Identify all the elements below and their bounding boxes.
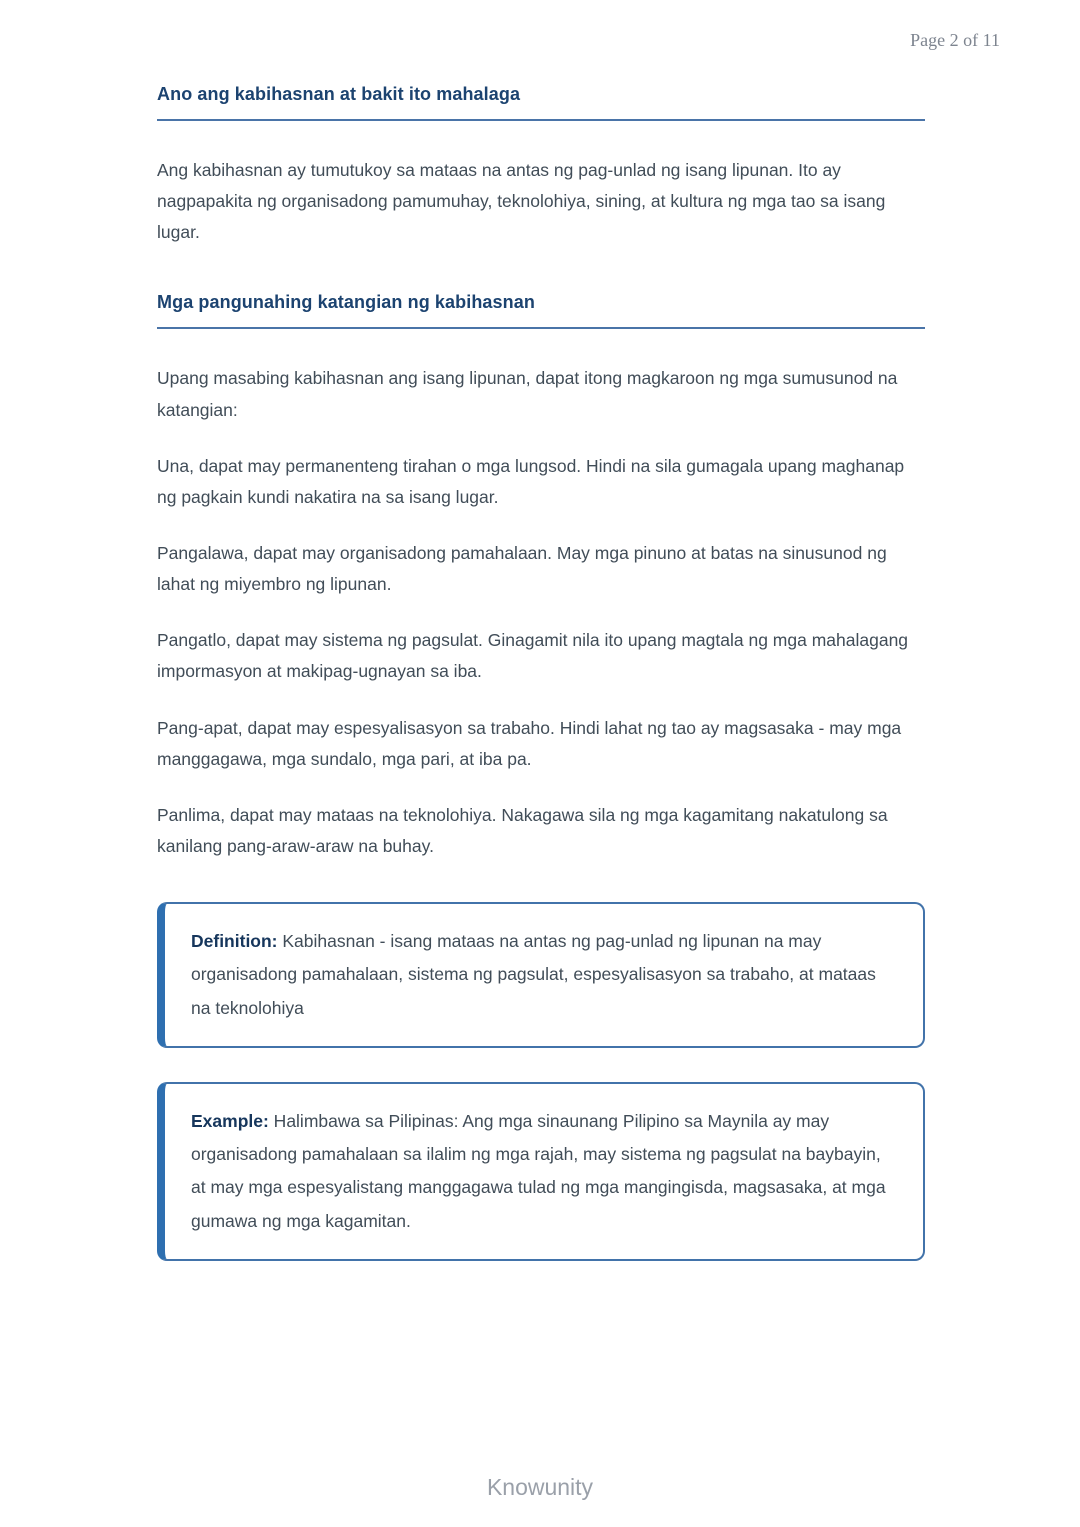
document-content <box>157 84 925 1261</box>
definition-callout-label: Definition: <box>191 931 278 952</box>
section-1-heading: Ano ang kabihasnan at bakit ito mahalaga <box>157 84 521 104</box>
definition-callout <box>157 902 925 1048</box>
section-2-heading-block <box>157 292 925 329</box>
paragraph-fifth-characteristic: Panlima, dapat may mataas na teknolohiya. Nakagawa sila ng mga kagamitang nakatulong sa kanilang pang-araw-araw na buhay. <box>157 804 888 856</box>
footer-brand-watermark: Knowunity <box>486 1474 594 1500</box>
section-2-heading: Mga pangunahing katangian ng kabihasnan <box>157 292 535 313</box>
paragraph-intro-civilization: Ang kabihasnan ay tumutukoy sa mataas na antas ng pag-unlad ng isang lipunan. Ito ay nagpapakita ng organisadong pamumuhay, teknolohiya, sining, at kultura ng mga tao sa isang lugar. <box>157 160 886 243</box>
paragraph-characteristics-intro: Upang masabing kabihasnan ang isang lipunan, dapat itong magkaroon ng mga sumusunod na katangian: <box>157 368 898 420</box>
example-callout-label: Example: <box>191 1110 269 1131</box>
paragraph-fourth-characteristic: Pang-apat, dapat may espesyalisasyon sa trabaho. Hindi lahat ng tao ay magsasaka - may mga manggagawa, mga sundalo, mga pari, at iba pa. <box>157 717 902 769</box>
heading-rule <box>157 327 925 329</box>
paragraph-third-characteristic: Pangatlo, dapat may sistema ng pagsulat. Ginagamit nila ito upang magtala ng mga mahalagang impormasyon at makipag-ugnayan sa iba. <box>157 630 909 682</box>
heading-rule <box>157 119 925 121</box>
example-callout <box>157 1082 925 1261</box>
page-number-label: Page 2 of 11 <box>910 30 1000 50</box>
example-callout-text: Halimbawa sa Pilipinas: Ang mga sinaunang Pilipino sa Maynila ay may organisadong pamahalaan sa ilalim ng mga rajah, may sistema ng pagsulat na baybayin, at may mga espesyalistang manggagawa tulad ng mga mangingisda, magsasaka, at mga gumawa ng mga kagamitan. <box>191 1110 886 1231</box>
paragraph-first-characteristic: Una, dapat may permanenteng tirahan o mga lungsod. Hindi na sila gumagala upang maghanap ng pagkain kundi nakatira na sa isang lugar. <box>157 455 905 507</box>
definition-callout-text: Kabihasnan - isang mataas na antas ng pag-unlad ng lipunan na may organisadong pamahalaan, sistema ng pagsulat, espesyalisasyon sa trabaho, at mataas na teknolohiya <box>191 931 876 1018</box>
section-1-heading-block <box>157 84 925 121</box>
paragraph-second-characteristic: Pangalawa, dapat may organisadong pamahalaan. May mga pinuno at batas na sinusunod ng lahat ng miyembro ng lipunan. <box>157 542 887 595</box>
